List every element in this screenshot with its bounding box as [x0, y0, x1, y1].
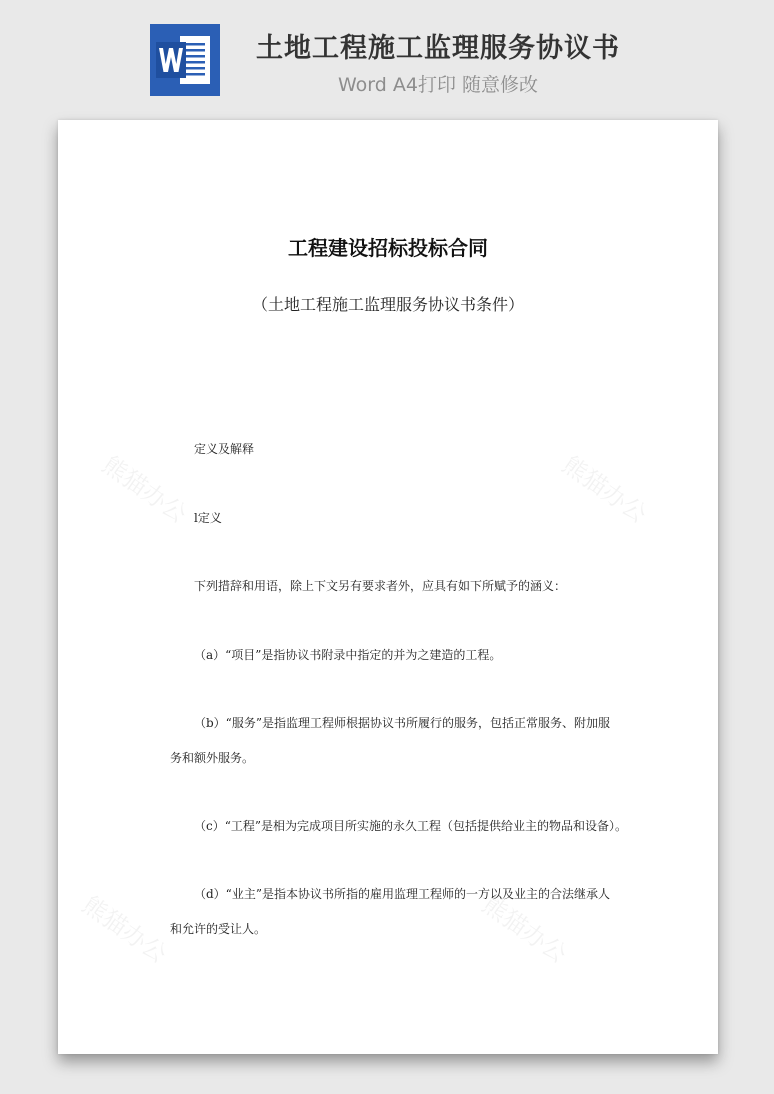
paragraph: （d）“业主”是指本协议书所指的雇用监理工程师的一方以及业主的合法继承人	[194, 887, 610, 901]
watermark: 熊猫办公	[97, 450, 192, 529]
paragraph: 务和额外服务。	[170, 751, 255, 765]
paragraph: （b）“服务”是指监理工程师根据协议书所履行的服务，包括正常服务、附加服	[194, 716, 610, 730]
paragraph: l定义	[194, 511, 222, 525]
header-subtitle: Word A4打印 随意修改	[337, 74, 538, 96]
paragraph: 定义及解释	[194, 442, 255, 456]
document-title: 工程建设招标投标合同	[288, 236, 488, 260]
watermark: 熊猫办公	[557, 450, 652, 529]
watermark: 熊猫办公	[477, 890, 572, 969]
paragraph: （c）“工程”是相为完成项目所实施的永久工程（包括提供给业主的物品和设备）。	[194, 819, 627, 833]
paragraph: 和允许的受让人。	[170, 922, 267, 936]
paragraph: 下列措辞和用语，除上下文另有要求者外，应具有如下所赋予的涵义：	[194, 579, 567, 593]
header-banner	[0, 0, 774, 110]
document-page	[58, 120, 718, 1054]
paragraph: （a）“项目”是指协议书附录中指定的并为之建造的工程。	[194, 648, 502, 662]
watermark: 熊猫办公	[77, 890, 172, 969]
document-subtitle: （土地工程施工监理服务协议书条件）	[251, 295, 524, 314]
header-title: 土地工程施工监理服务协议书	[256, 33, 620, 64]
word-document-icon	[150, 24, 220, 96]
